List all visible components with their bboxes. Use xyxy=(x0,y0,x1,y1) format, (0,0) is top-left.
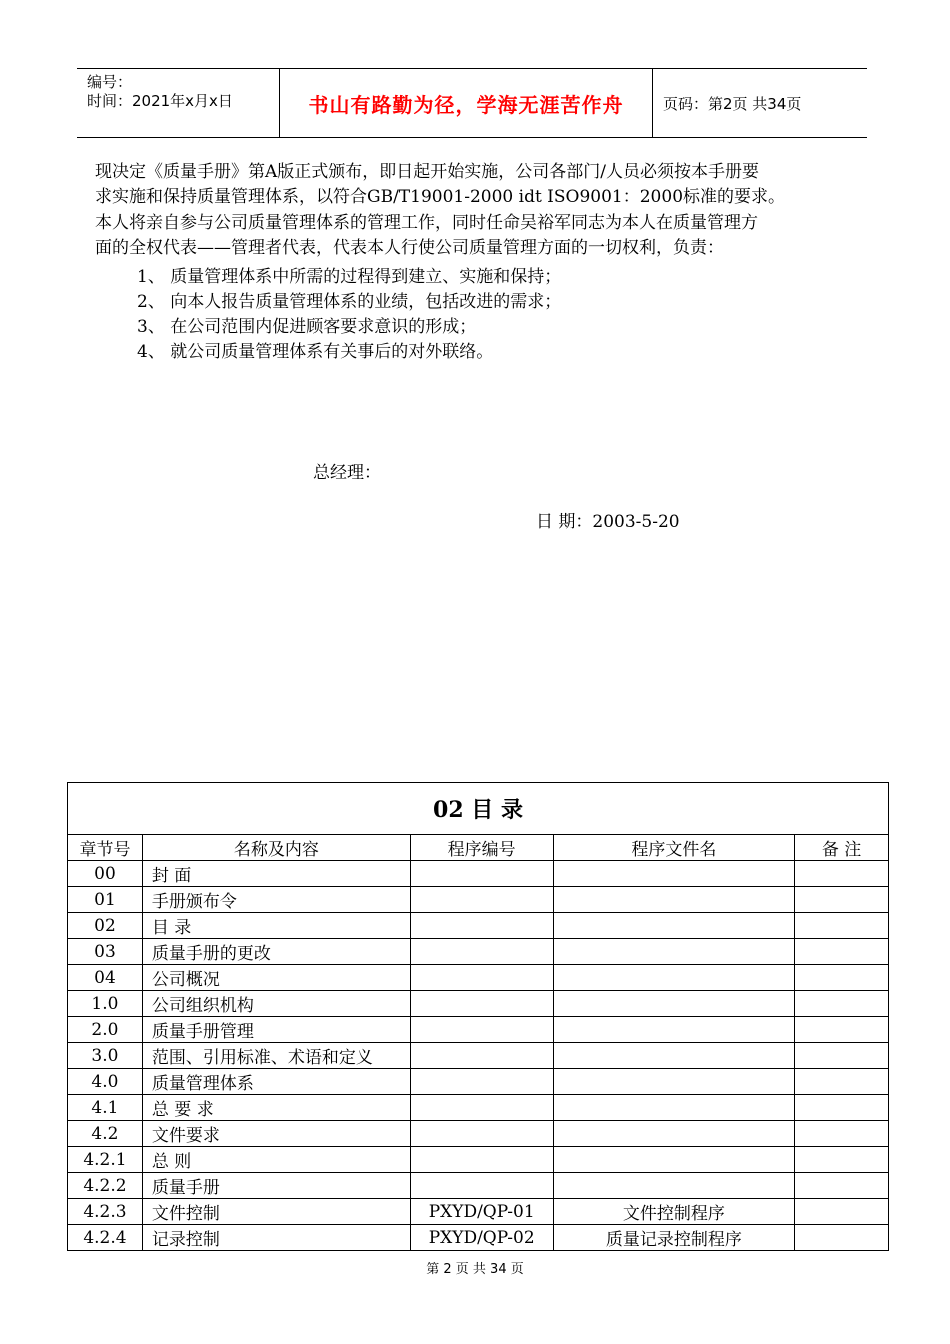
list-item: 1、 质量管理体系中所需的过程得到建立、实施和保持； xyxy=(137,267,562,287)
procedure-no-cell xyxy=(410,939,553,965)
table-row xyxy=(68,861,889,887)
remarks-cell xyxy=(795,1043,889,1069)
para1-line1: 现决定《质量手册》第A版正式颁布，即日起开始实施，公司各部门/人员必须按本手册要 xyxy=(95,162,760,182)
table-row xyxy=(68,1121,889,1147)
signature-label: 总经理： xyxy=(313,463,381,483)
para2-line2: 面的全权代表——管理者代表，代表本人行使公司质量管理方面的一切权利，负责： xyxy=(95,238,724,258)
procedure-no-cell xyxy=(410,861,553,887)
procedure-no-cell xyxy=(410,991,553,1017)
name-cell: 公司组织机构 xyxy=(142,991,410,1017)
procedure-file-cell xyxy=(553,913,795,939)
section-cell: 4.0 xyxy=(68,1069,143,1095)
procedure-file-cell xyxy=(553,965,795,991)
remarks-cell xyxy=(795,1017,889,1043)
procedure-no-cell: PXYD/QP-02 xyxy=(410,1225,553,1251)
table-row xyxy=(68,1069,889,1095)
name-cell: 总 要 求 xyxy=(142,1095,410,1121)
name-cell: 记录控制 xyxy=(142,1225,410,1251)
col-header-section: 章节号 xyxy=(68,835,143,861)
procedure-no-cell xyxy=(410,1147,553,1173)
procedure-file-cell xyxy=(553,1017,795,1043)
section-cell: 4.1 xyxy=(68,1095,143,1121)
procedure-file-cell xyxy=(553,1095,795,1121)
doc-number-label: 编号： xyxy=(87,73,133,91)
procedure-no-cell xyxy=(410,1121,553,1147)
toc-table xyxy=(67,782,889,1251)
procedure-file-cell xyxy=(553,887,795,913)
header-page-cell xyxy=(653,69,867,137)
procedure-no-cell xyxy=(410,965,553,991)
remarks-cell xyxy=(795,1225,889,1251)
table-row xyxy=(68,965,889,991)
table-row xyxy=(68,887,889,913)
list-item: 4、 就公司质量管理体系有关事后的对外联络。 xyxy=(137,342,494,362)
remarks-cell xyxy=(795,887,889,913)
name-cell: 文件控制 xyxy=(142,1199,410,1225)
section-cell: 01 xyxy=(68,887,143,913)
procedure-no-cell xyxy=(410,1017,553,1043)
col-header-remarks: 备 注 xyxy=(795,835,889,861)
procedure-file-cell xyxy=(553,939,795,965)
procedure-no-cell xyxy=(410,1069,553,1095)
name-cell: 文件要求 xyxy=(142,1121,410,1147)
procedure-file-cell xyxy=(553,991,795,1017)
remarks-cell xyxy=(795,1069,889,1095)
procedure-file-cell xyxy=(553,1069,795,1095)
section-cell: 4.2.3 xyxy=(68,1199,143,1225)
section-cell: 4.2 xyxy=(68,1121,143,1147)
remarks-cell xyxy=(795,1173,889,1199)
table-row xyxy=(68,939,889,965)
table-row xyxy=(68,1017,889,1043)
list-item: 3、 在公司范围内促进顾客要求意识的形成； xyxy=(137,317,477,337)
header-meta xyxy=(77,69,280,137)
remarks-cell xyxy=(795,1121,889,1147)
col-header-procedure-no: 程序编号 xyxy=(410,835,553,861)
name-cell: 质量管理体系 xyxy=(142,1069,410,1095)
header-motto: 书山有路勤为径，学海无涯苦作舟 xyxy=(308,92,624,117)
section-cell: 4.2.4 xyxy=(68,1225,143,1251)
toc-header-row xyxy=(68,835,889,861)
col-header-procedure-file: 程序文件名 xyxy=(553,835,795,861)
table-row xyxy=(68,991,889,1017)
section-cell: 03 xyxy=(68,939,143,965)
procedure-no-cell xyxy=(410,913,553,939)
name-cell: 质量手册 xyxy=(142,1173,410,1199)
procedure-no-cell xyxy=(410,887,553,913)
remarks-cell xyxy=(795,861,889,887)
table-row xyxy=(68,1173,889,1199)
section-cell: 2.0 xyxy=(68,1017,143,1043)
name-cell: 手册颁布令 xyxy=(142,887,410,913)
remarks-cell xyxy=(795,1199,889,1225)
section-cell: 3.0 xyxy=(68,1043,143,1069)
doc-time-label: 时间：2021年x月x日 xyxy=(87,92,233,110)
remarks-cell xyxy=(795,991,889,1017)
procedure-file-cell xyxy=(553,1043,795,1069)
table-row xyxy=(68,1095,889,1121)
procedure-no-cell xyxy=(410,1043,553,1069)
date-label: 日 期：2003-5-20 xyxy=(536,512,680,532)
name-cell: 目 录 xyxy=(142,913,410,939)
name-cell: 质量手册的更改 xyxy=(142,939,410,965)
procedure-no-cell xyxy=(410,1173,553,1199)
section-cell: 00 xyxy=(68,861,143,887)
section-cell: 02 xyxy=(68,913,143,939)
section-cell: 4.2.1 xyxy=(68,1147,143,1173)
name-cell: 总 则 xyxy=(142,1147,410,1173)
toc-title: 02 目 录 xyxy=(68,783,889,835)
remarks-cell xyxy=(795,1095,889,1121)
remarks-cell xyxy=(795,965,889,991)
section-cell: 4.2.2 xyxy=(68,1173,143,1199)
procedure-file-cell xyxy=(553,1147,795,1173)
header-page-number: 页码：第2页 共34页 xyxy=(663,94,802,113)
name-cell: 公司概况 xyxy=(142,965,410,991)
table-row xyxy=(68,1225,889,1251)
procedure-file-cell xyxy=(553,861,795,887)
table-row xyxy=(68,1147,889,1173)
list-item: 2、 向本人报告质量管理体系的业绩，包括改进的需求； xyxy=(137,292,562,312)
para1-line2: 求实施和保持质量管理体系，以符合GB/T19001-2000 idt ISO9001：2000标准的要求。 xyxy=(95,187,786,207)
section-cell: 1.0 xyxy=(68,991,143,1017)
header-motto-cell xyxy=(280,69,653,137)
remarks-cell xyxy=(795,1147,889,1173)
remarks-cell xyxy=(795,939,889,965)
table-row xyxy=(68,913,889,939)
remarks-cell xyxy=(795,913,889,939)
section-cell: 04 xyxy=(68,965,143,991)
procedure-file-cell: 质量记录控制程序 xyxy=(553,1225,795,1251)
para2-line1: 本人将亲自参与公司质量管理体系的管理工作，同时任命吴裕军同志为本人在质量管理方 xyxy=(95,213,758,233)
procedure-file-cell xyxy=(553,1173,795,1199)
name-cell: 范围、引用标准、术语和定义 xyxy=(142,1043,410,1069)
col-header-name: 名称及内容 xyxy=(142,835,410,861)
procedure-file-cell: 文件控制程序 xyxy=(553,1199,795,1225)
page-header xyxy=(77,68,867,138)
table-row xyxy=(68,1043,889,1069)
procedure-no-cell xyxy=(410,1095,553,1121)
name-cell: 封 面 xyxy=(142,861,410,887)
procedure-file-cell xyxy=(553,1121,795,1147)
page-footer: 第 2 页 共 34 页 xyxy=(426,1262,524,1277)
table-row xyxy=(68,1199,889,1225)
name-cell: 质量手册管理 xyxy=(142,1017,410,1043)
procedure-no-cell: PXYD/QP-01 xyxy=(410,1199,553,1225)
